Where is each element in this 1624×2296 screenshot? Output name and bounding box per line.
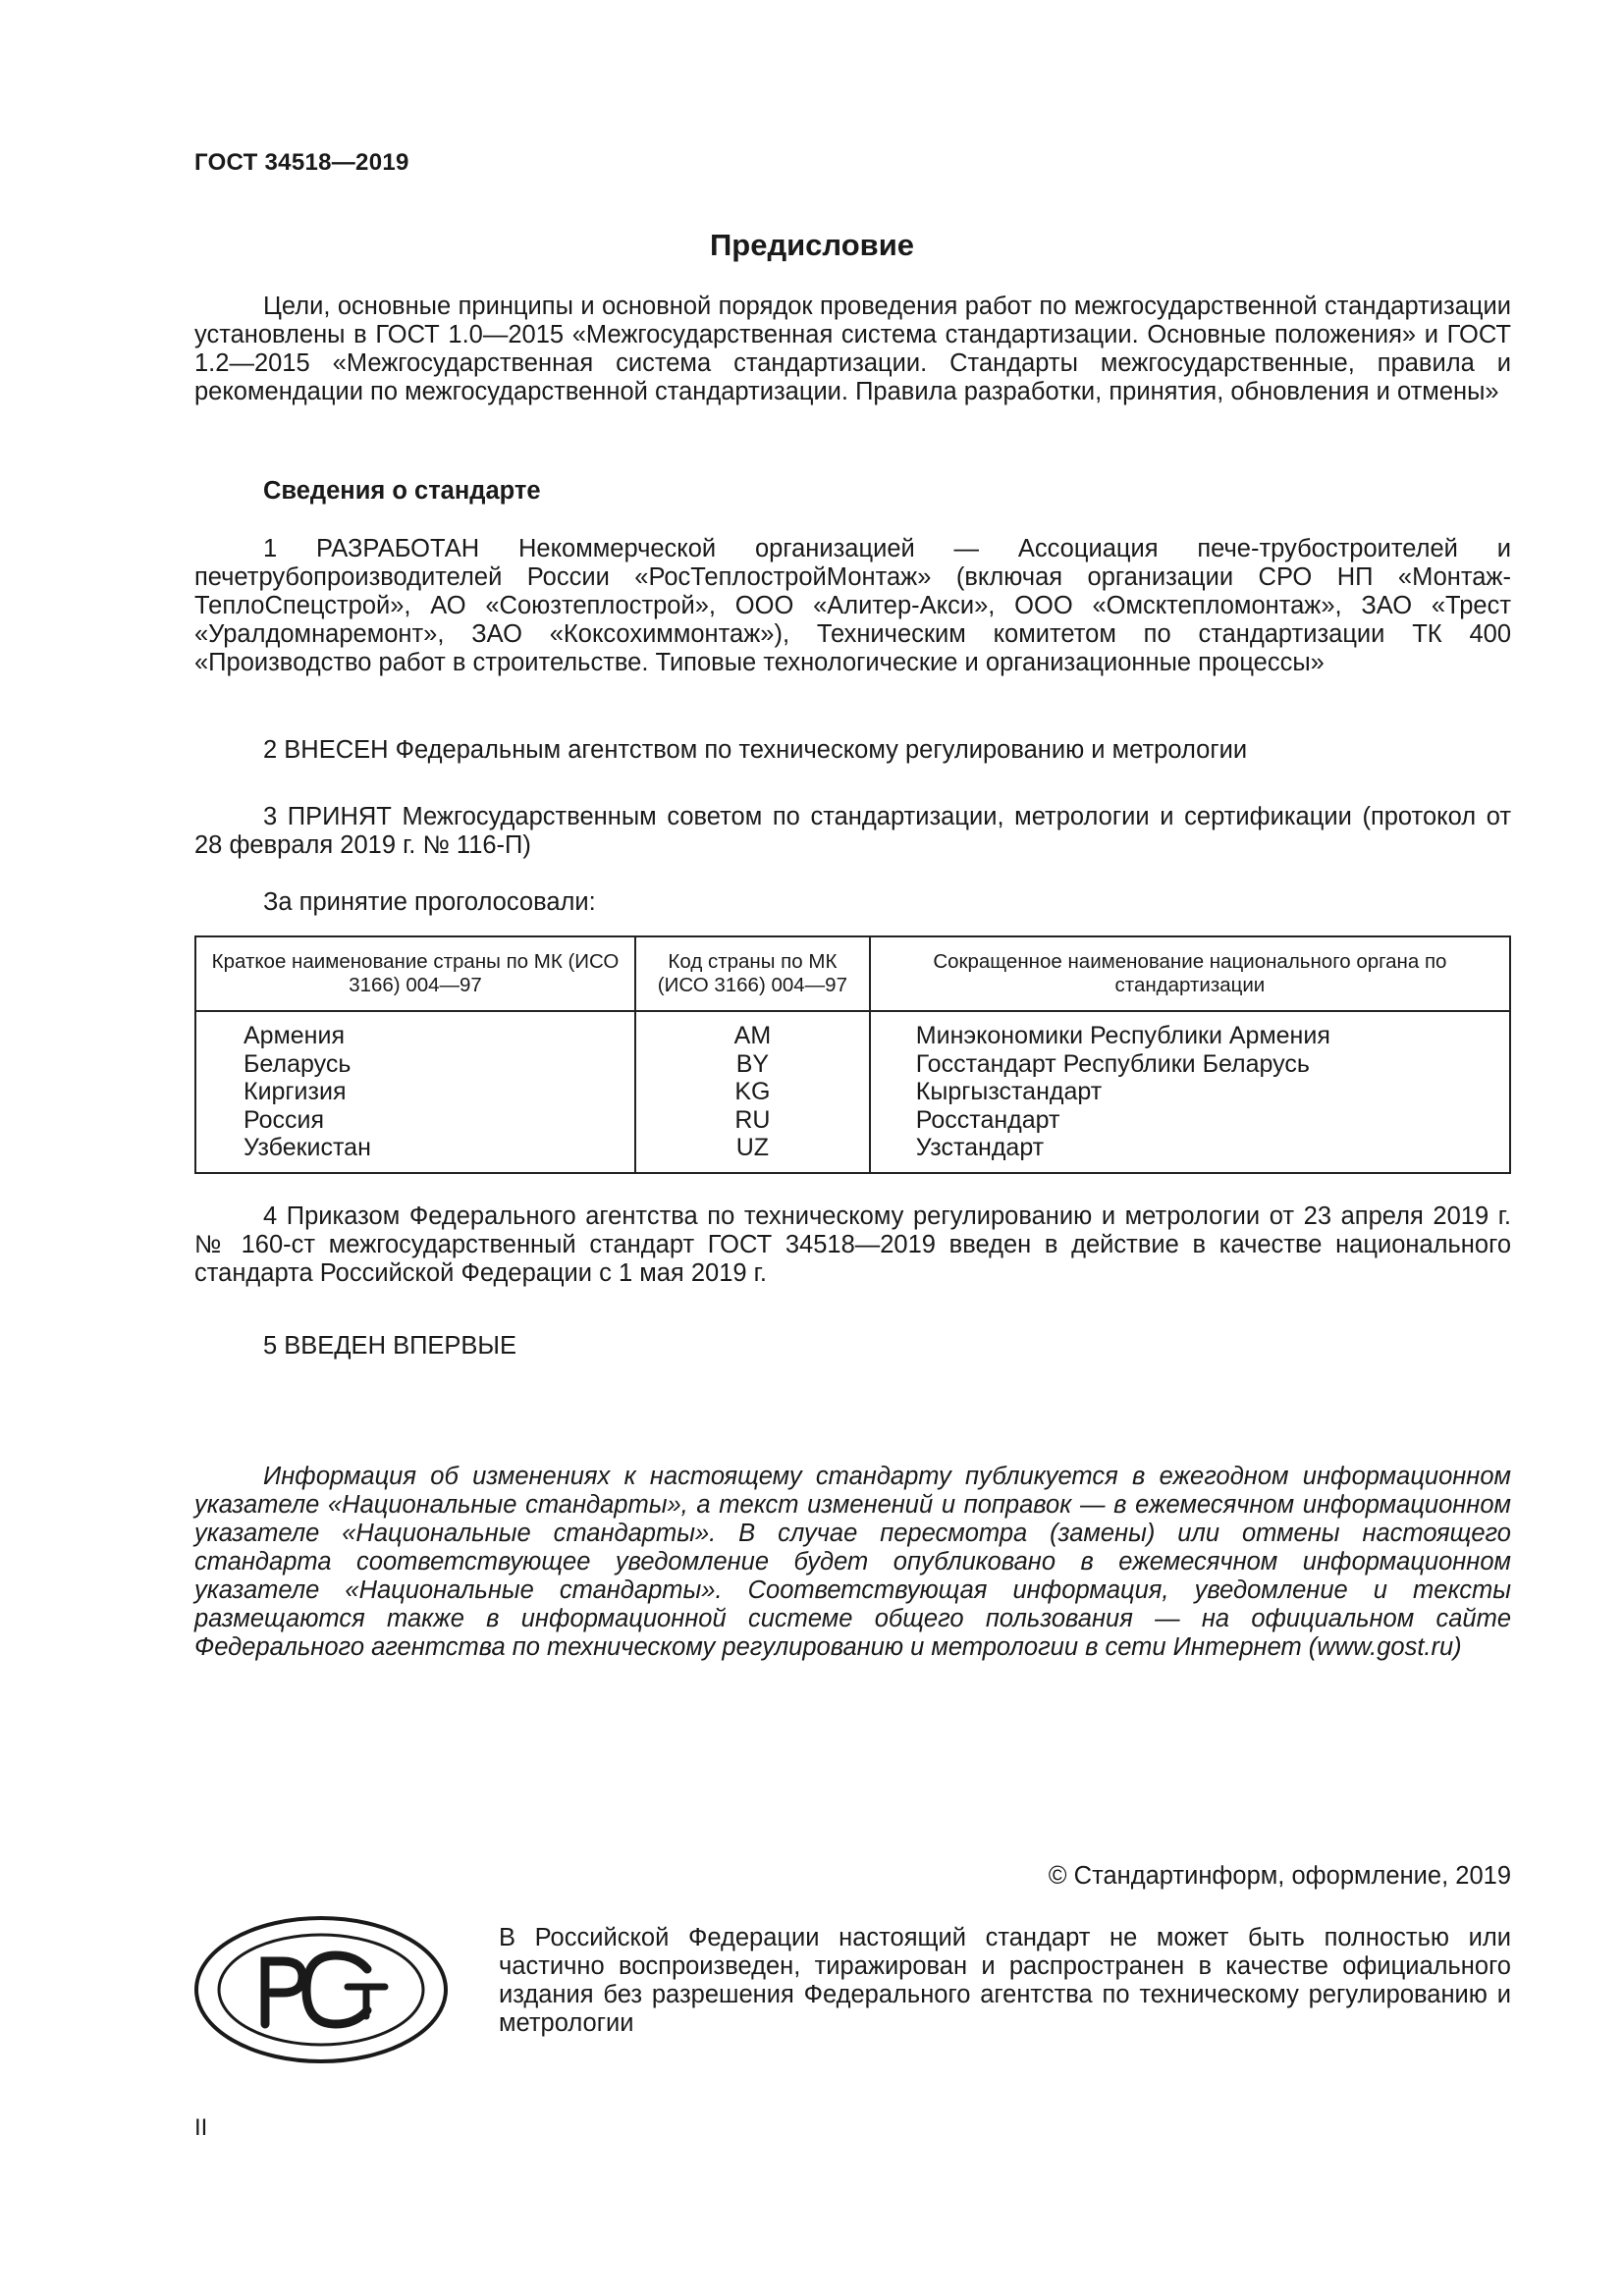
- table-row: [195, 1011, 1510, 1050]
- item-first-text: 5 ВВЕДЕН ВПЕРВЫЕ: [263, 1332, 517, 1360]
- body-cell: Росстандарт: [870, 1106, 1510, 1135]
- code-cell: KG: [635, 1078, 870, 1106]
- rst-certification-mark-icon: [192, 1914, 450, 2065]
- voted-label: [194, 888, 1511, 917]
- info-notice: [194, 1463, 1511, 1662]
- item-introduced: [194, 736, 1511, 765]
- item-first: [194, 1332, 1511, 1361]
- code-cell: BY: [635, 1050, 870, 1079]
- item-order-text: 4 Приказом Федерального агентства по техническому регулированию и метрологии от 23 апреля 2019 г. № 160-ст межгосударственный стандарт ГОСТ 34518—2019 введен в действие в качестве национального стандарта Российской Федерации с 1 мая 2019 г.: [194, 1202, 1511, 1287]
- table-header-country: Краткое наименование страны по МК (ИСО 3166) 004—97: [195, 936, 635, 1011]
- country-cell: Узбекистан: [195, 1134, 635, 1173]
- code-cell: UZ: [635, 1134, 870, 1173]
- page-number: II: [194, 2114, 208, 2141]
- table-row: [195, 1078, 1510, 1106]
- body-cell: Кыргызстандарт: [870, 1078, 1510, 1106]
- body-cell: Узстандарт: [870, 1134, 1510, 1173]
- voting-table: [194, 935, 1511, 1174]
- country-cell: Беларусь: [195, 1050, 635, 1079]
- body-cell: Минэкономики Республики Армения: [870, 1011, 1510, 1050]
- reproduction-notice-text: В Российской Федерации настоящий стандарт не может быть полностью или частично воспроизведен, тиражирован и распространен в качестве официального издания без разрешения Федерального агентства по техническому регулированию и метрологии: [499, 1924, 1511, 2037]
- country-cell: Киргизия: [195, 1078, 635, 1106]
- country-cell: Армения: [195, 1011, 635, 1050]
- page-title: Предисловие: [709, 228, 914, 262]
- section-subheading: Сведения о стандарте: [263, 477, 541, 505]
- item-order: [194, 1202, 1511, 1288]
- code-cell: RU: [635, 1106, 870, 1135]
- table-row: [195, 1050, 1510, 1079]
- copyright: © Стандартинформ, оформление, 2019: [1048, 1862, 1511, 1890]
- item-adopted-text: 3 ПРИНЯТ Межгосударственным советом по стандартизации, метрологии и сертификации (протокол от 28 февраля 2019 г. № 116-П): [194, 803, 1511, 859]
- item-developed-text: 1 РАЗРАБОТАН Некоммерческой организацией — Ассоциация пече-трубостроителей и печетрубопроизводителей России «РосТеплостройМонтаж» (включая организации СРО НП «МонтажТеплоСпецстрой», АО «Союзтеплострой», ООО «Алитер-Акси», ООО «Омсктепломонтаж», ЗАО «Трест «Уралдомнаремонт», ЗАО «Коксохиммонтаж»), Техническим комитетом по стандартизации ТК 400 «Производство работ в строительстве. Типовые технологические и организационные процессы»: [194, 535, 1511, 676]
- item-developed: [194, 535, 1511, 677]
- intro-paragraph: [194, 293, 1511, 406]
- voted-label-text: За принятие проголосовали:: [263, 888, 596, 916]
- table-header-code: Код страны по МК (ИСО 3166) 004—97: [635, 936, 870, 1011]
- table-header-body: Сокращенное наименование национального органа по стандартизации: [870, 936, 1510, 1011]
- reproduction-notice: [499, 1924, 1511, 2038]
- info-notice-text: Информация об изменениях к настоящему стандарту публикуется в ежегодном информационном указателе «Национальные стандарты», а текст изменений и поправок — в ежемесячном информационном указателе «Национальные стандарты». В случае пересмотра (замены) или отмены настоящего стандарта соответствующее уведомление будет опубликовано в ежемесячном информационном указателе «Национальные стандарты». Соответствующая информация, уведомление и тексты размещаются также в информационной системе общего пользования — на официальном сайте Федерального агентства по техническому регулированию и метрологии в сети Интернет (www.gost.ru): [194, 1463, 1511, 1661]
- intro-text: Цели, основные принципы и основной порядок проведения работ по межгосударственной стандартизации установлены в ГОСТ 1.0—2015 «Межгосударственная система стандартизации. Основные положения» и ГОСТ 1.2—2015 «Межгосударственная система стандартизации. Стандарты межгосударственные, правила и рекомендации по межгосударственной стандартизации. Правила разработки, принятия, обновления и отмены»: [194, 293, 1511, 405]
- item-adopted: [194, 803, 1511, 860]
- document-code: ГОСТ 34518—2019: [194, 149, 409, 176]
- code-cell: AM: [635, 1011, 870, 1050]
- table-row: [195, 1134, 1510, 1173]
- item-introduced-text: 2 ВНЕСЕН Федеральным агентством по техническому регулированию и метрологии: [263, 736, 1248, 764]
- body-cell: Госстандарт Республики Беларусь: [870, 1050, 1510, 1079]
- table-row: [195, 1106, 1510, 1135]
- country-cell: Россия: [195, 1106, 635, 1135]
